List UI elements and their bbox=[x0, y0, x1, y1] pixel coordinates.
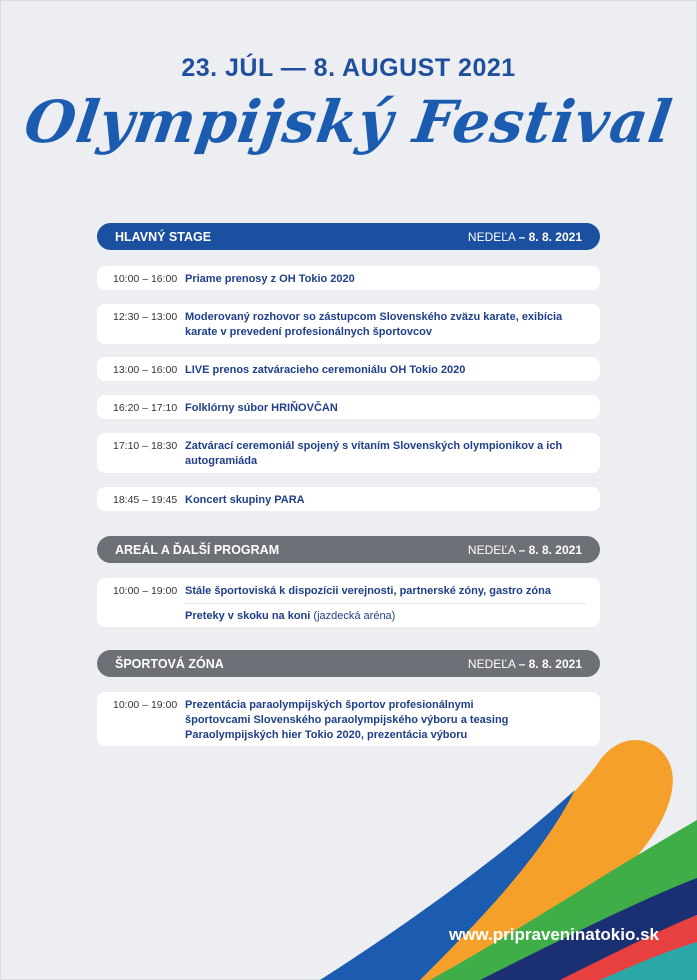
section-date: NEDEĽA – 8. 8. 2021 bbox=[467, 656, 582, 671]
item-time: 10:00 – 16:00 bbox=[113, 273, 178, 285]
section-title: ŠPORTOVÁ ZÓNA bbox=[115, 656, 224, 671]
item-text: Koncert skupiny PARA bbox=[185, 494, 305, 506]
item-text: Moderovaný rozhovor so zástupcom Slovenského zväzu karate, exibícia karate v prevedení profesionálnych športovcov bbox=[185, 311, 563, 338]
item-text: Prezentácia paraolympijských športov profesionálnymi športovcami Slovenského paraolympijského výboru a teasing Paraolympijských hier Tokio 2020, prezentácia výboru bbox=[185, 699, 509, 741]
item-text: Priame prenosy z OH Tokio 2020 bbox=[185, 273, 355, 285]
item-text: Zatvárací ceremoniál spojený s vítaním Slovenských olympionikov a ich autogramiáda bbox=[185, 440, 563, 467]
sub-item-note: (jazdecká aréna) bbox=[313, 610, 396, 622]
section-title: AREÁL A ĎALŠÍ PROGRAM bbox=[115, 542, 280, 557]
item-time: 18:45 – 19:45 bbox=[113, 494, 178, 506]
item-time: 16:20 – 17:10 bbox=[113, 402, 178, 414]
item-time: 10:00 – 19:00 bbox=[113, 585, 178, 597]
item-time: 12:30 – 13:00 bbox=[113, 311, 178, 323]
section-title: HLAVNÝ STAGE bbox=[115, 229, 212, 244]
item-time: 13:00 – 16:00 bbox=[113, 364, 178, 376]
date-range: 23. JÚL — 8. AUGUST 2021 bbox=[181, 54, 516, 82]
item-text: Folklórny súbor HRIŇOVČAN bbox=[185, 402, 338, 414]
item-text: Stále športoviská k dispozícii verejnosti, partnerské zóny, gastro zóna bbox=[185, 585, 551, 597]
festival-title: Olympijský Festival bbox=[20, 88, 677, 156]
website-link[interactable]: www.pripraveninatokio.sk bbox=[448, 925, 659, 944]
item-text: LIVE prenos zatváracieho ceremoniálu OH Tokio 2020 bbox=[185, 364, 466, 376]
section-date: NEDEĽA – 8. 8. 2021 bbox=[467, 542, 582, 557]
section-date: NEDEĽA – 8. 8. 2021 bbox=[467, 229, 582, 244]
sub-item-text: Preteky v skoku na koni (jazdecká aréna) bbox=[185, 610, 396, 622]
item-time: 10:00 – 19:00 bbox=[113, 699, 178, 711]
item-time: 17:10 – 18:30 bbox=[113, 440, 178, 452]
